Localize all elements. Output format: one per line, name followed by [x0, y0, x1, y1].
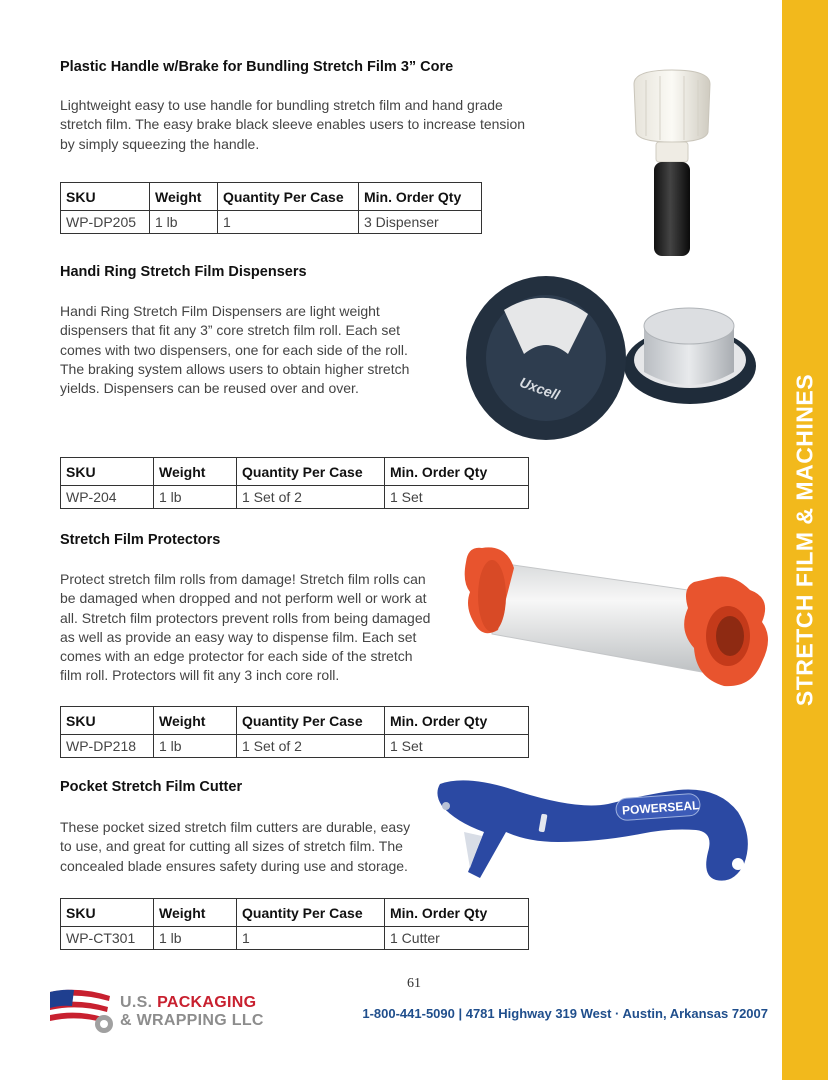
cell-min-order: 1 Set: [385, 735, 529, 758]
side-tab-label: STRETCH FILM & MACHINES: [791, 373, 818, 707]
table-row: [61, 735, 529, 758]
cell-min-order: 1 Set: [385, 486, 529, 509]
cell-weight: 1 lb: [154, 486, 237, 509]
header-min-order: Min. Order Qty: [385, 707, 529, 735]
cell-qty: 1: [218, 211, 359, 234]
cell-sku: WP-204: [61, 486, 154, 509]
cell-qty: 1: [237, 927, 385, 950]
product-description-handle: [60, 96, 525, 154]
cell-sku: WP-CT301: [61, 927, 154, 950]
text-line: dispensers that fit any 3” core stretch film roll. Each set: [60, 322, 401, 339]
header-weight: Weight: [154, 707, 237, 735]
table-row: [61, 458, 529, 486]
header-qty: Quantity Per Case: [237, 458, 385, 486]
text-line: U.S.: [120, 994, 158, 1011]
header-qty: Quantity Per Case: [218, 183, 359, 211]
text-line: These pocket sized stretch film cutters are durable, easy: [60, 819, 411, 835]
text-line: by simply squeezing the handle.: [60, 135, 260, 152]
text-line: be damaged when dropped and not perform well or work at: [60, 590, 427, 607]
header-sku: SKU: [61, 899, 154, 927]
cell-min-order: 1 Cutter: [385, 927, 529, 950]
product-title-handle: Plastic Handle w/Brake for Bundling Stretch Film 3” Core: [60, 59, 454, 75]
logo-line-1: [120, 994, 256, 1012]
cell-weight: 1 lb: [154, 735, 237, 758]
table-row: [61, 211, 482, 234]
handi-ring-product-image: [464, 274, 764, 446]
header-sku: SKU: [61, 458, 154, 486]
table-row: [61, 927, 529, 950]
company-logo: [48, 986, 278, 1036]
text-line: PACKAGING: [157, 994, 257, 1011]
handle-product-image: [620, 66, 724, 262]
logo-line-2: & WRAPPING LLC: [120, 1012, 264, 1029]
product-description-handi-ring: [60, 302, 409, 398]
text-line: concealed blade ensures safety during use and storage.: [60, 857, 408, 874]
cutter-brand-logo: POWERSEAL: [621, 798, 700, 818]
header-weight: Weight: [154, 458, 237, 486]
text-line: Handi Ring Stretch Film Dispensers are light weight: [60, 303, 380, 319]
page-number: 61: [407, 976, 421, 991]
spec-table-cutter: [60, 898, 529, 950]
table-row: [61, 486, 529, 509]
cell-qty: 1 Set of 2: [237, 735, 385, 758]
cell-sku: WP-DP218: [61, 735, 154, 758]
table-row: [61, 707, 529, 735]
cutter-product-image: [428, 772, 754, 890]
cell-min-order: 3 Dispenser: [359, 211, 482, 234]
product-title-cutter: Pocket Stretch Film Cutter: [60, 779, 243, 795]
text-line: film roll. Protectors will fit any 3 inch core roll.: [60, 667, 340, 684]
text-line: all. Stretch film protectors prevent rolls from being damaged: [60, 609, 431, 626]
product-title-handi-ring: Handi Ring Stretch Film Dispensers: [60, 264, 307, 280]
spec-table-handle: [60, 182, 482, 234]
header-min-order: Min. Order Qty: [385, 458, 529, 486]
table-row: [61, 899, 529, 927]
text-line: comes with an edge protector for each side of the stretch: [60, 648, 413, 665]
header-min-order: Min. Order Qty: [385, 899, 529, 927]
table-row: [61, 183, 482, 211]
header-sku: SKU: [61, 707, 154, 735]
header-weight: Weight: [150, 183, 218, 211]
header-qty: Quantity Per Case: [237, 707, 385, 735]
contact-info: 1-800-441-5090 | 4781 Highway 319 West · Austin, Arkansas 72007: [362, 1006, 768, 1021]
product-description-protectors: [60, 570, 430, 686]
cell-weight: 1 lb: [150, 211, 218, 234]
header-weight: Weight: [154, 899, 237, 927]
header-sku: SKU: [61, 183, 150, 211]
header-qty: Quantity Per Case: [237, 899, 385, 927]
protectors-product-image: [462, 538, 772, 694]
text-line: stretch film. The easy brake black sleeve enables users to increase tension: [60, 116, 526, 133]
text-line: yields. Dispensers can be reused over and over.: [60, 380, 359, 397]
flag-icon: [48, 986, 120, 1036]
cell-weight: 1 lb: [154, 927, 237, 950]
spec-table-protectors: [60, 706, 529, 758]
text-line: The braking system allows users to obtain higher stretch: [60, 360, 410, 377]
text-line: Lightweight easy to use handle for bundling stretch film and hand grade: [60, 97, 503, 113]
text-line: as well as provide an easy way to dispense film. Each set: [60, 628, 417, 645]
product-title-protectors: Stretch Film Protectors: [60, 532, 221, 548]
cell-qty: 1 Set of 2: [237, 486, 385, 509]
cell-sku: WP-DP205: [61, 211, 150, 234]
spec-table-handi-ring: [60, 457, 529, 509]
text-line: comes with two dispensers, one for each side of the roll.: [60, 341, 408, 358]
product-description-cutter: [60, 818, 410, 876]
handi-ring-brand-logo: Uxcell: [517, 373, 562, 403]
text-line: to use, and great for cutting all sizes of stretch film. The: [60, 838, 403, 855]
text-line: Protect stretch film rolls from damage! Stretch film rolls can: [60, 571, 426, 587]
header-min-order: Min. Order Qty: [359, 183, 482, 211]
